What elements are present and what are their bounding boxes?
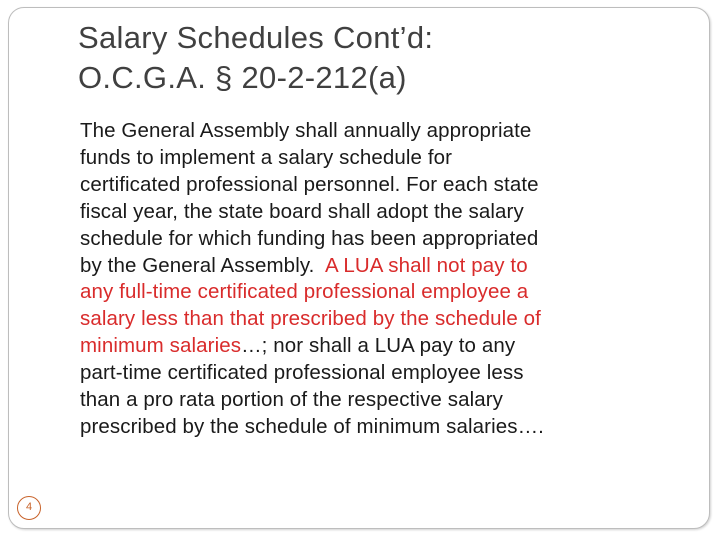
title-line-1: Salary Schedules Cont’d: [78,20,434,55]
slide-title [78,18,678,98]
page-number-badge: 4 [17,496,41,520]
body-line-6 [80,253,680,280]
emphasis-text-2: any full-time certificated professional employee a [80,280,529,304]
body-line-1: The General Assembly shall annually appropriate [80,119,532,142]
body-line-9 [80,333,680,360]
body-line-9-text: …; nor shall a LUA pay to any [241,334,516,358]
title-line-2: O.C.G.A. § 20-2-212(a) [78,60,407,95]
body-line-10: part-time certificated professional employee less [80,361,524,385]
body-line-12: prescribed by the schedule of minimum salaries…. [80,414,544,438]
body-line-5: schedule for which funding has been appropriated [80,226,539,250]
body-line-3: certificated professional personnel. For each state [80,172,539,196]
body-line-6-text: by the General Assembly. [80,253,325,277]
emphasis-text-4: minimum salaries [80,334,242,358]
body-line-11: than a pro rata portion of the respective salary [80,388,504,412]
emphasis-text-3: salary less than that prescribed by the schedule of [80,307,541,331]
body-line-2: funds to implement a salary schedule for [80,145,453,169]
emphasis-text-1: A LUA shall not pay to [324,253,528,277]
statute-quote [80,118,680,441]
body-line-4: fiscal year, the state board shall adopt the salary [80,199,524,223]
